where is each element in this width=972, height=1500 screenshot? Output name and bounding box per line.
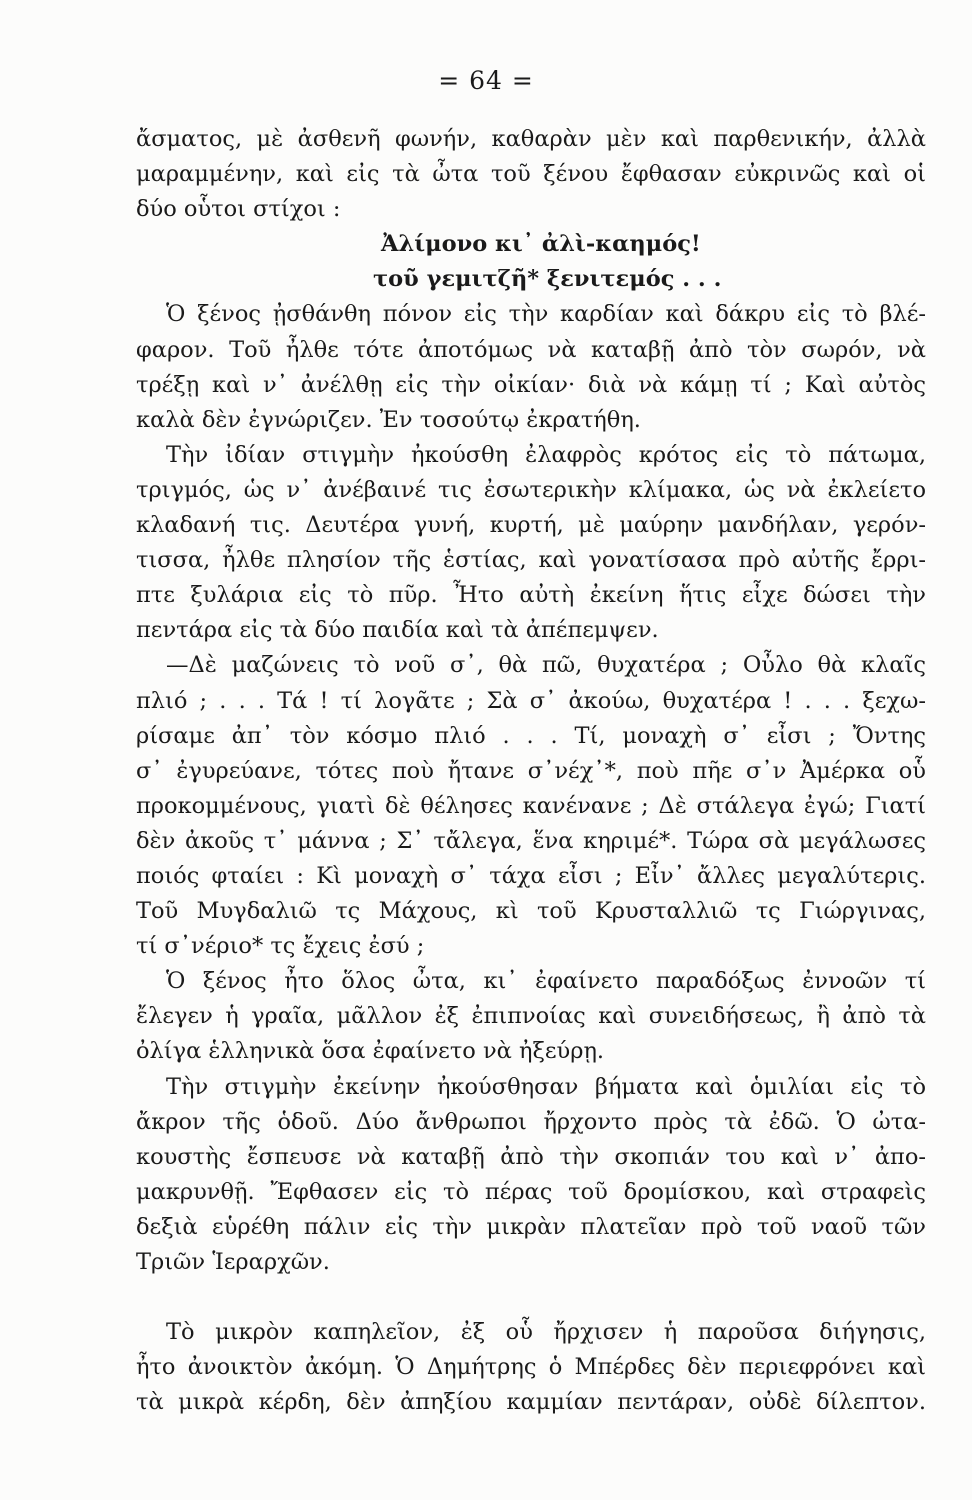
text-line: Ὁ ξένος ᾐσθάνθη πόνον εἰς τὴν καρδίαν καὶ δάκρυ εἰς τὸ βλέ- (166, 301, 926, 328)
text-line: δεξιὰ εὑρέθη πάλιν εἰς τὴν μικρὰν πλατεῖαν πρὸ τοῦ ναοῦ τῶν (136, 1213, 926, 1240)
text-line: τί σ᾿νέριο* τς ἔχεις ἐσύ ; (136, 933, 425, 960)
text-line: ἔλεγεν ἡ γραῖα, μᾶλλον ἐξ ἐπιπνοίας καὶ συνειδήσεως, ἢ ἀπὸ τὰ (136, 1003, 926, 1030)
text-line: —Δὲ μαζώνεις τὸ νοῦ σ᾿, θὰ πῶ, θυχατέρα ; Οὖλο θὰ κλαῖς (166, 652, 926, 679)
text-line: πεντάρα εἰς τὰ δύο παιδία καὶ τὰ ἀπέπεμψεν. (136, 617, 659, 644)
text-line: κλαδανή τις. Δευτέρα γυνή, κυρτή, μὲ μαύρην μανδήλαν, γερόν- (136, 512, 926, 539)
text-line: κουστὴς ἔσπευσε νὰ καταβῇ ἀπὸ τὴν σκοπιάν του καὶ ν᾿ ἀπο- (136, 1143, 926, 1170)
text-line: τισσα, ἦλθε πλησίον τῆς ἑστίας, καὶ γονατίσασα πρὸ αὐτῆς ἔρρι- (136, 547, 926, 574)
verse-line: Ἀλίμονο κι᾿ ἀλὶ-καημός! (381, 231, 701, 258)
text-line: σ᾿ ἐγυρεύανε, τότες ποὺ ἤτανε σ᾿νέχ᾿*, ποὺ πῆε σ᾿ν Ἀμέρκα οὗ (136, 757, 926, 784)
text-line: Τὴν ἰδίαν στιγμὴν ἠκούσθη ἐλαφρὸς κρότος εἰς τὸ πάτωμα, (166, 441, 926, 468)
text-line: καλὰ δὲν ἐγνώριζεν. Ἐν τοσούτῳ ἐκρατήθη. (136, 406, 641, 433)
text-line: Ὁ ξένος ἦτο ὅλος ὦτα, κι᾿ ἐφαίνετο παραδόξως ἐννοῶν τί (166, 968, 926, 995)
page-number: = 64 = (438, 66, 534, 95)
text-line: πλιό ; . . . Τά ! τί λογᾶτε ; Σὰ σ᾿ ἀκούω, θυχατέρα ! . . . ξεχω- (136, 687, 926, 714)
paragraph-gap (136, 1280, 926, 1315)
text-line: ρίσαμε ἀπ᾿ τὸν κόσμο πλιό . . . Τί, μοναχὴ σ᾿ εἶσι ; Ὄντης (136, 722, 926, 749)
text-line: τρέξῃ καὶ ν᾿ ἀνέλθῃ εἰς τὴν οἰκίαν· διὰ νὰ κάμῃ τί ; Καὶ αὐτὸς (136, 371, 926, 398)
text-line: Τὴν στιγμὴν ἐκείνην ἠκούσθησαν βήματα καὶ ὁμιλίαι εἰς τὸ (166, 1073, 926, 1100)
text-line: μαραμμένην, καὶ εἰς τὰ ὦτα τοῦ ξένου ἔφθασαν εὐκρινῶς καὶ οἱ (136, 161, 926, 188)
text-line: ποιός φταίει : Κὶ μοναχὴ σ᾿ τάχα εἶσι ; Εἶν᾿ ἄλλες μεγαλύτερις. (136, 862, 926, 889)
text-line: ἦτο ἀνοικτὸν ἀκόμη. Ὁ Δημήτρης ὁ Μπέρδες δὲν περιεφρόνει καὶ (136, 1354, 926, 1381)
text-line: δύο οὗτοι στίχοι : (136, 196, 341, 223)
text-line: ὀλίγα ἑλληνικὰ ὅσα ἐφαίνετο νὰ ἠξεύρῃ. (136, 1038, 605, 1065)
text-line: Τοῦ Μυγδαλιῶ τς Μάχους, κὶ τοῦ Κρυσταλλιῶ τς Γιώργινας, (136, 898, 926, 925)
verse-line: τοῦ γεμιτζῆ* ξενιτεμός . . . (373, 266, 722, 293)
text-line: φαρον. Τοῦ ἦλθε τότε ἀποτόμως νὰ καταβῇ ἀπὸ τὸν σωρόν, νὰ (136, 336, 926, 363)
text-line: μακρυνθῇ. Ἔφθασεν εἰς τὸ πέρας τοῦ δρομίσκου, καὶ στραφεὶς (136, 1178, 926, 1205)
text-line: τὰ μικρὰ κέρδη, δὲν ἀπηξίου καμμίαν πεντάραν, οὐδὲ δίλεπτον. (136, 1389, 926, 1416)
text-line: Τὸ μικρὸν καπηλεῖον, ἐξ οὗ ἤρχισεν ἡ παροῦσα διήγησις, (166, 1319, 926, 1346)
text-line: πτε ξυλάρια εἰς τὸ πῦρ. Ἦτο αὐτὴ ἐκείνη ἥτις εἶχε δώσει τὴν (136, 582, 926, 609)
text-line: Τριῶν Ἱεραρχῶν. (136, 1249, 330, 1275)
text-line: προκομμένους, γιατὶ δὲ θέλησες κανένανε ; Δὲ στάλεγα ἐγώ; Γιατί (136, 792, 926, 819)
text-line: τριγμός, ὡς ν᾿ ἀνέβαινέ τις ἐσωτερικὴν κλίμακα, ὡς νὰ ἐκλείετο (136, 476, 926, 503)
body-text (136, 122, 926, 1420)
text-line: δὲν ἀκοῦς τ᾿ μάννα ; Σ᾿ τἄλεγα, ἕνα κηριμέ*. Τώρα σὰ μεγάλωσες (136, 827, 926, 854)
text-line: ἄκρον τῆς ὁδοῦ. Δύο ἄνθρωποι ἤρχοντο πρὸς τὰ ἐδῶ. Ὁ ὠτα- (136, 1108, 926, 1135)
text-line: ἄσματος, μὲ ἀσθενῆ φωνήν, καθαρὰν μὲν καὶ παρθενικήν, ἀλλὰ (136, 126, 926, 152)
